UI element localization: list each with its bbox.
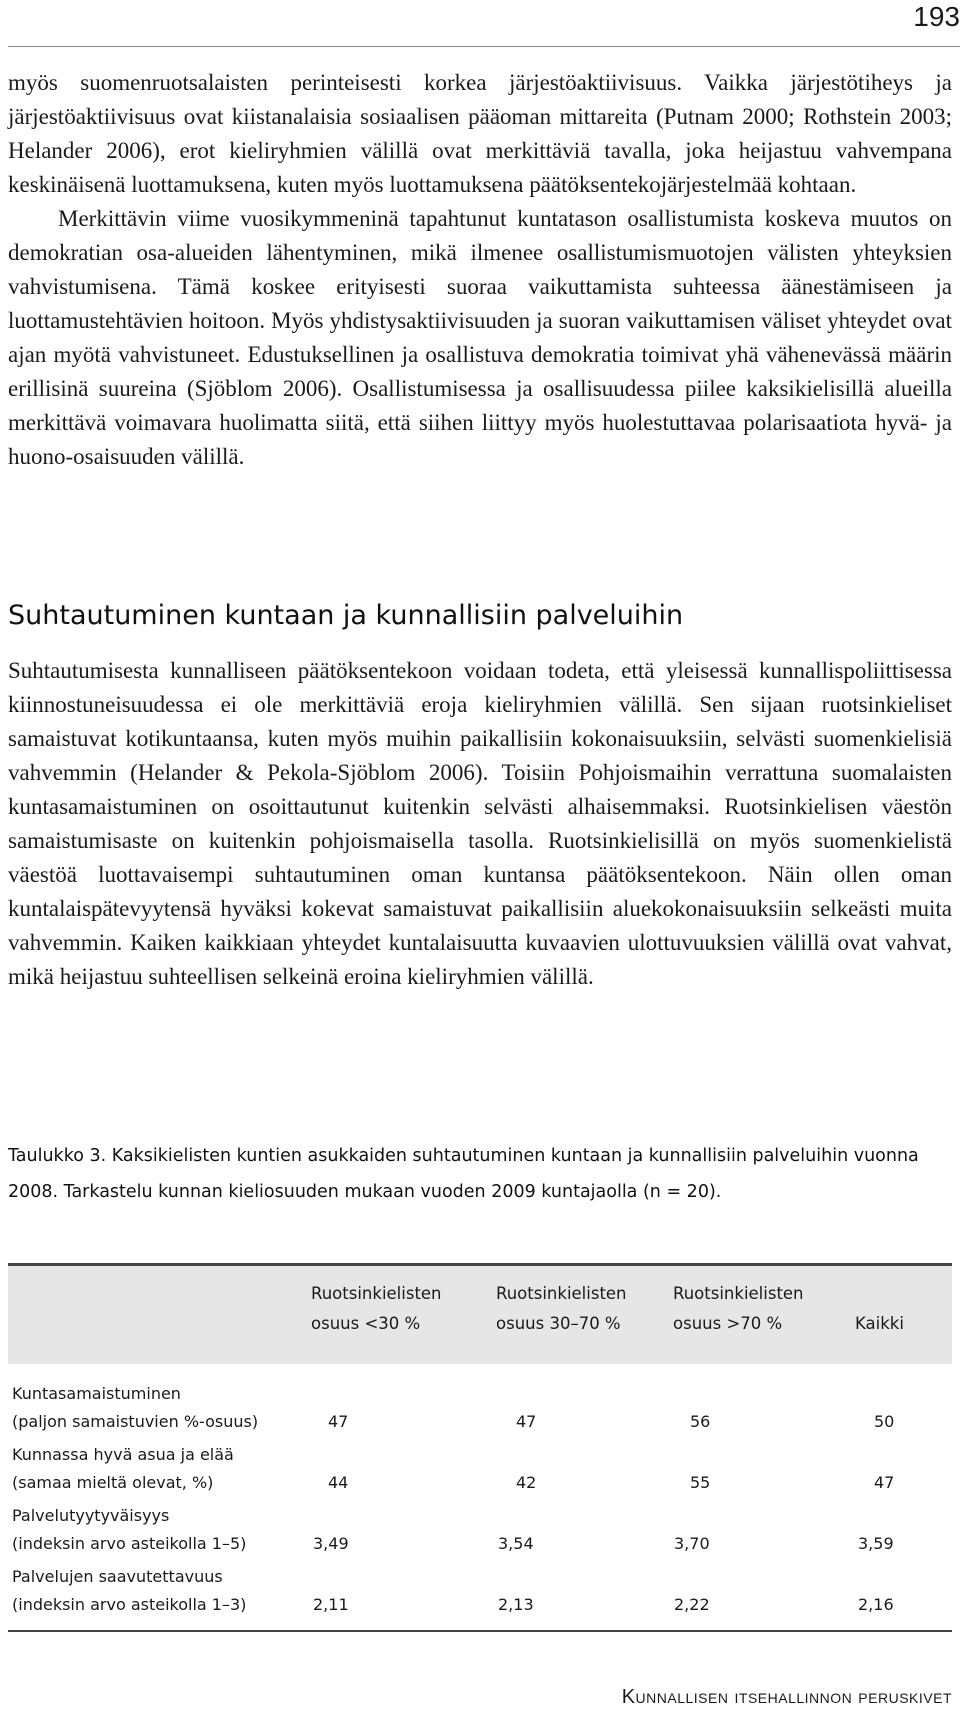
table-cell: 3,49	[313, 1534, 349, 1553]
row-label-line: (indeksin arvo asteikolla 1–3)	[12, 1595, 247, 1614]
column-header-line: Ruotsinkielisten	[496, 1284, 627, 1303]
table-row	[8, 1498, 952, 1559]
column-header	[496, 1279, 627, 1339]
table-cell: 2,13	[498, 1595, 534, 1614]
table-cell: 44	[328, 1473, 349, 1492]
column-header-line: Kaikki	[855, 1314, 904, 1333]
table-row	[8, 1376, 952, 1437]
table-cell: 2,22	[674, 1595, 710, 1614]
column-header	[311, 1279, 442, 1339]
section-heading: Suhtautuminen kuntaan ja kunnallisiin palveluihin	[8, 600, 684, 631]
table-cell: 3,70	[674, 1534, 710, 1553]
table-header	[8, 1266, 952, 1364]
table-row	[8, 1437, 952, 1498]
row-label-line: Palvelutyytyväisyys	[12, 1506, 170, 1525]
table-cell: 3,59	[858, 1534, 894, 1553]
row-label	[12, 1441, 234, 1497]
paragraph: Merkittävin viime vuosikymmeninä tapahtunut kuntatason osallistumista koskeva muutos on demokratian osa-alueiden lähentyminen, mikä ilmenee osallistumismuotojen välisten yhteyksien vahvistumisena. Tämä koskee erityisesti suoraa vaikuttamista suhteessa äänestämiseen ja luottamustehtävien hoitoon. Myös yhdistysaktiivisuuden ja suoran vaikuttamisen väliset yhteydet ovat ajan myötä vahvistuneet. Edustuksellinen ja osallistuva demokratia toimivat yhä vähenevässä määrin erillisinä suureina (Sjöblom 2006). Osallistumisessa ja osallisuudessa piilee kaksikielisillä alueilla merkittävä voimavara huolimatta siitä, että siihen liittyy myös huolestuttavaa polarisaatiota hyvä- ja huono-osaisuuden välillä.	[8, 206, 952, 469]
row-label-line: Palvelujen saavutettavuus	[12, 1567, 223, 1586]
row-label	[12, 1502, 246, 1558]
table-caption: Taulukko 3. Kaksikielisten kuntien asukkaiden suhtautuminen kuntaan ja kunnallisiin palveluihin vuonna 2008. Tarkastelu kunnan kieliosuuden mukaan vuoden 2009 kuntajaolla (n = 20).	[8, 1146, 919, 1202]
table-cell: 47	[516, 1412, 537, 1431]
column-header-line: osuus >70 %	[673, 1314, 783, 1333]
table-cell: 50	[874, 1412, 895, 1431]
column-header	[855, 1309, 904, 1339]
table-cell: 3,54	[498, 1534, 534, 1553]
row-label-line: (paljon samaistuvien %-osuus)	[12, 1412, 259, 1431]
body-text-top	[8, 66, 952, 474]
header-rule	[8, 46, 960, 47]
table-cell: 56	[690, 1412, 711, 1431]
page-number: 193	[913, 1, 960, 32]
running-footer: Kunnallisen itsehallinnon peruskivet	[621, 1686, 952, 1708]
paragraph: myös suomenruotsalaisten perinteisesti korkea järjestöaktiivisuus. Vaikka järjestötiheys ja järjestöaktiivisuus ovat kiistanalaisia sosiaalisen pääoman mittareita (Putnam 2000; Rothstein 2003; Helander 2006), erot kieliryhmien välillä ovat merkittäviä tavalla, joka heijastuu vahvempana keskinäisenä luottamuksena, kuten myös luottamuksena päätöksentekojärjestelmää kohtaan.	[8, 70, 952, 197]
data-table	[8, 1263, 952, 1632]
table-rule-bottom	[8, 1630, 952, 1632]
row-label	[12, 1563, 246, 1619]
row-label	[12, 1380, 258, 1436]
table-row	[8, 1559, 952, 1620]
column-header-line: osuus <30 %	[311, 1314, 421, 1333]
body-text-section	[8, 654, 952, 994]
paragraph: Suhtautumisesta kunnalliseen päätöksentekoon voidaan todeta, että yleisessä kunnallispoliittisessa kiinnostuneisuudessa ei ole merkittäviä eroja kieliryhmien välillä. Sen sijaan ruotsinkieliset samaistuvat kotikuntaansa, kuten myös muihin paikallisiin kokonaisuuksiin, selvästi suomenkielisiä vahvemmin (Helander & Pekola-Sjöblom 2006). Toisiin Pohjoismaihin verrattuna suomalaisten kuntasamaistuminen on osoittautunut kuitenkin selvästi alhaisemmaksi. Ruotsinkielisen väestön samaistumisaste on kuitenkin pohjoismaisella tasolla. Ruotsinkielisillä on myös suomenkielistä väestöä luottavaisempi suhtautuminen oman kuntansa päätöksentekoon. Näin ollen oman kuntalaispätevyytensä hyväksi kokevat samaistuvat paikallisiin aluekokonaisuuksiin selkeästi muita vahvemmin. Kaiken kaikkiaan yhteydet kuntalaisuutta kuvaavien ulottuvuuksien välillä ovat vahvat, mikä heijastuu suhteellisen selkeinä eroina kieliryhmien välillä.	[8, 658, 952, 989]
column-header-line: Ruotsinkielisten	[311, 1284, 442, 1303]
row-label-line: Kunnassa hyvä asua ja elää	[12, 1445, 234, 1464]
row-label-line: (indeksin arvo asteikolla 1–5)	[12, 1534, 247, 1553]
column-header-line: Ruotsinkielisten	[673, 1284, 804, 1303]
row-label-line: Kuntasamaistuminen	[12, 1384, 181, 1403]
row-label-line: (samaa mieltä olevat, %)	[12, 1473, 214, 1492]
table-cell: 42	[516, 1473, 537, 1492]
table-cell: 2,11	[313, 1595, 349, 1614]
table-cell: 2,16	[858, 1595, 894, 1614]
column-header	[673, 1279, 804, 1339]
column-header-line: osuus 30–70 %	[496, 1314, 621, 1333]
table-cell: 47	[328, 1412, 349, 1431]
table-cell: 55	[690, 1473, 711, 1492]
table-cell: 47	[874, 1473, 895, 1492]
